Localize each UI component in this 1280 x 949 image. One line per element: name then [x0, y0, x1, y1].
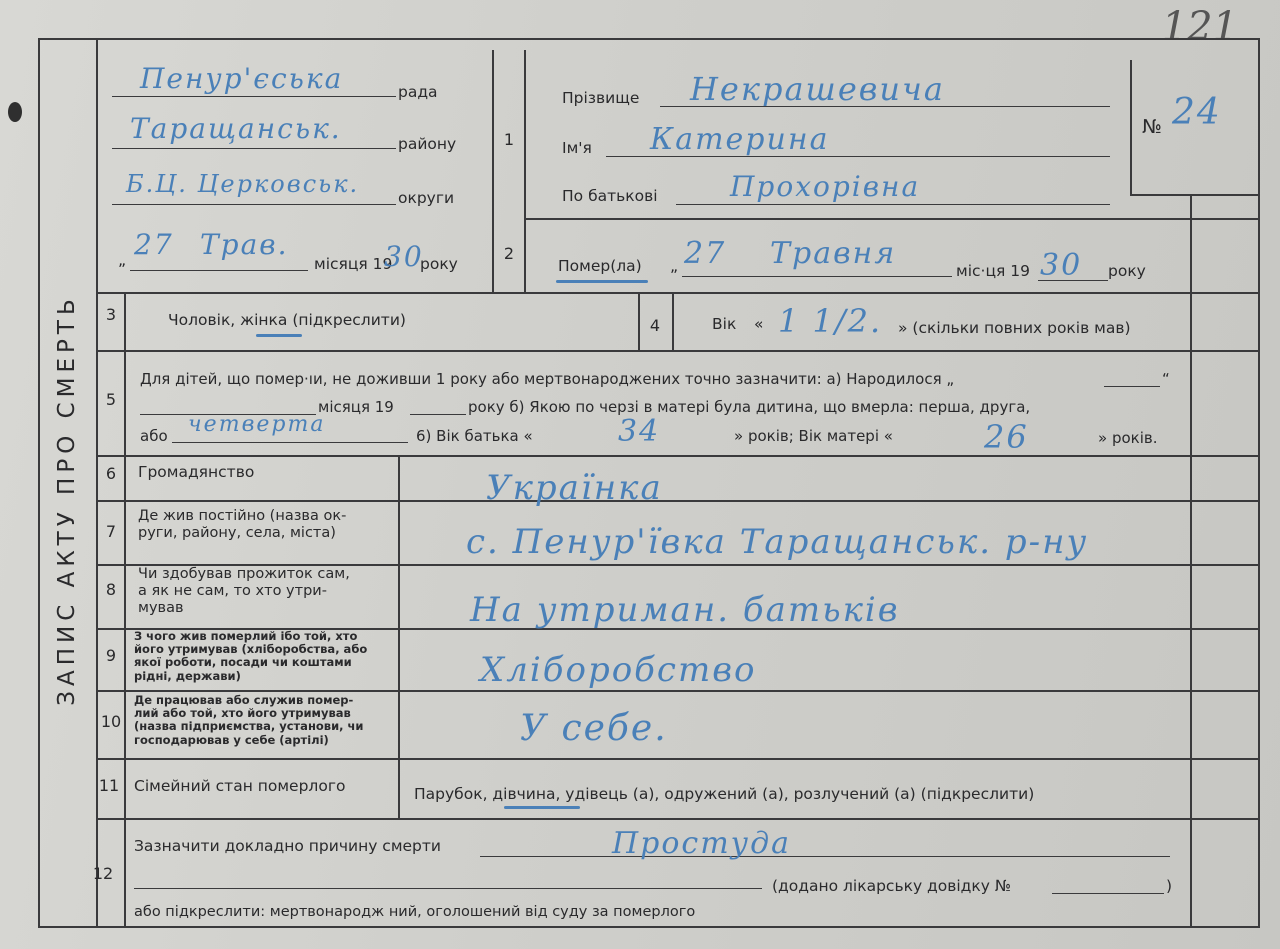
medical-cert-line	[1052, 893, 1164, 894]
row-number-4: 4	[649, 316, 661, 335]
divider-row3	[96, 350, 1260, 352]
rada-line	[112, 96, 396, 97]
name-value: Катерина	[650, 122, 830, 157]
father-age: 34	[618, 414, 661, 449]
okruha-label: округи	[398, 189, 455, 207]
cause-label: Зазначити докладно причину смерти	[134, 837, 442, 855]
age-label: Вік	[712, 315, 737, 333]
patronymic-value: Прохорівна	[730, 170, 921, 203]
row-number-3: 3	[105, 305, 117, 324]
died-underline-mark	[556, 280, 648, 283]
header-divider-num	[524, 50, 526, 292]
row2-year-line	[1038, 280, 1108, 281]
name-label: Ім'я	[562, 139, 592, 157]
label-value-divider	[398, 455, 400, 818]
row5-line2-a: місяця 19	[318, 398, 394, 416]
surname-value: Некрашевича	[690, 70, 945, 108]
rayon-line	[112, 148, 396, 149]
page-number: 121	[1161, 4, 1238, 50]
divider-row9	[96, 690, 1260, 692]
workplace-value: У себе.	[520, 708, 668, 749]
livelihood-label: Чи здобував прожиток сам, а як не сам, то хто утри- мував	[138, 566, 350, 617]
row5-line1: Для дітей, що помер·ıи, не доживши 1 року або мертвонароджених точно зазначити: а) Народилося „	[140, 370, 955, 388]
okruha-value: Б.Ц. Церковськ.	[126, 170, 360, 198]
birth-order-value: четверта	[188, 412, 326, 437]
sex-text: Чоловік, жінка (підкреслити)	[168, 311, 406, 329]
row5-line3-c: » років; Вік матері «	[734, 427, 893, 445]
citizenship-value: Українка	[486, 468, 663, 508]
death-year-header: 30	[384, 240, 424, 273]
divider-row10	[96, 758, 1260, 760]
died-label: Помер(ла)	[558, 257, 642, 275]
row5-line3-prefix: або	[140, 427, 168, 445]
cause-line	[480, 856, 1170, 857]
form-title-text: ЗАПИС АКТУ ПРО СМЕРТЬ	[54, 294, 81, 706]
cause-value: Простуда	[612, 826, 791, 861]
row5-order-line	[172, 442, 408, 443]
citizenship-label: Громадянство	[138, 463, 255, 481]
row5-line3-b: 6) Вік батька «	[416, 427, 533, 445]
divider-row5	[96, 455, 1260, 457]
row1-row2-divider	[524, 218, 1258, 220]
row2-month-label: міс·ця 19	[956, 262, 1030, 280]
date-suffix: року	[420, 255, 458, 273]
income-source-label: З чого жив померлий ібо той, хто його утримував (хліборобства, або якої роботи, посади чи коштами рідні, держави)	[134, 629, 368, 683]
row-number-7: 7	[105, 522, 117, 541]
death-month-header: Трав.	[200, 228, 289, 261]
age-suffix: » (скільки повних років мав)	[898, 319, 1131, 337]
row-number-5: 5	[105, 390, 117, 409]
row2-suffix: року	[1108, 262, 1146, 280]
divider-row6	[96, 500, 1260, 502]
livelihood-value: На утриман. батьків	[470, 590, 900, 630]
divider-header	[96, 292, 1260, 294]
death-day-header: 27	[134, 228, 174, 261]
rada-label: рада	[398, 83, 438, 101]
medical-cert-label: (додано лікарську довідку №	[772, 877, 1011, 895]
mother-age: 26	[984, 418, 1029, 456]
record-no-label: №	[1142, 116, 1162, 138]
divider-row11	[96, 818, 1260, 820]
patronymic-label: По батькові	[562, 187, 658, 205]
row2-date-line	[682, 276, 952, 277]
name-line	[606, 156, 1110, 157]
okruha-line	[112, 204, 396, 205]
income-source-value: Хліборобство	[480, 650, 757, 690]
death-day: 27	[684, 236, 727, 271]
death-year: 30	[1040, 248, 1083, 283]
death-month: Травня	[770, 236, 897, 271]
row4-num-divider	[672, 292, 674, 350]
surname-label: Прізвище	[562, 89, 640, 107]
surname-line	[660, 106, 1110, 107]
record-no-value: 24	[1172, 92, 1222, 133]
residence-label: Де жив постійно (назва ок- руги, району, села, міста)	[138, 508, 347, 541]
marital-underline-mark	[504, 806, 580, 809]
residence-value: с. Пенур'ївка Таращанськ. р-ну	[466, 522, 1089, 562]
row-number-1: 1	[503, 130, 515, 149]
patronymic-line	[676, 204, 1110, 205]
row5-born-line	[1104, 386, 1160, 387]
marital-options: Парубок, дівчина, удівець (а), одружений (а), розлучений (а) (підкреслити)	[414, 785, 1035, 803]
rada-value: Пенур'єська	[140, 62, 344, 95]
form-title	[42, 80, 92, 920]
rayon-label: району	[398, 135, 457, 153]
row5-line1-end: “	[1162, 370, 1170, 388]
age-value: 1 1/2.	[778, 302, 883, 340]
marital-label: Сімейний стан померлого	[134, 777, 346, 795]
row5-line3-d: » років.	[1098, 429, 1158, 447]
medical-cert-end: )	[1166, 877, 1173, 895]
date-label: місяця 19	[314, 255, 393, 273]
stillborn-line: або підкреслити: мертвонародж ний, оголошений від суду за померлого	[134, 904, 696, 920]
date-quote: „	[118, 251, 127, 269]
date-line	[130, 270, 308, 271]
punch-hole	[8, 102, 22, 122]
row-number-6: 6	[105, 464, 117, 483]
workplace-label: Де працював або служив помер- лий або той, хто його утримував (назва підприємства, установи, чи господарював у себе (артілі)	[134, 693, 364, 747]
row-number-9: 9	[105, 646, 117, 665]
age-quote: «	[754, 315, 764, 333]
num-column-border	[124, 292, 126, 928]
row5-line2-b: року б) Якою по черзі в матері була дитина, що вмерла: перша, друга,	[468, 398, 1031, 416]
row-number-8: 8	[105, 580, 117, 599]
right-inner-border	[1190, 196, 1192, 928]
row-number-12: 12	[92, 864, 114, 883]
row2-quote: „	[670, 257, 679, 275]
row-number-2: 2	[503, 244, 515, 263]
row5-year-line	[410, 414, 466, 415]
record-no-bottom	[1130, 194, 1258, 196]
rayon-value: Таращанськ.	[130, 112, 342, 145]
row-number-10: 10	[100, 712, 122, 731]
sex-underline-mark	[256, 334, 302, 337]
row-number-11: 11	[98, 776, 120, 795]
record-no-divider	[1130, 60, 1132, 196]
cause-line-2	[134, 888, 762, 889]
